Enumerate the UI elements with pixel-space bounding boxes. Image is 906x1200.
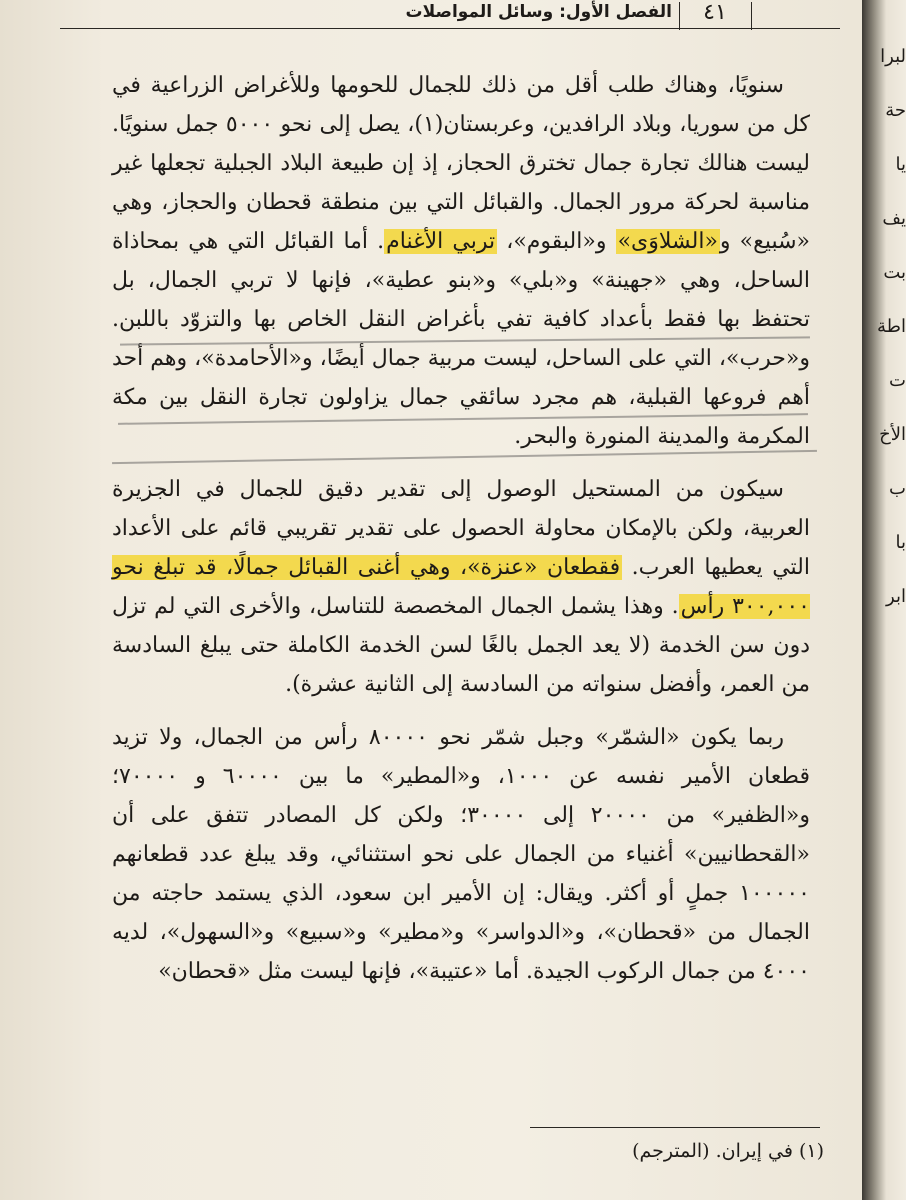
margin-glyph: ت xyxy=(889,370,906,391)
running-head: الفصل الأول: وسائل المواصلات xyxy=(405,2,672,22)
highlighted-text: «الشلاوَى» xyxy=(617,229,718,254)
text-run: سيكون من المستحيل الوصول إلى تقدير دقيق للجمال في الجزيرة العربية، ولكن بالإمكان محاولة الحصول على تقدير تقريبي قائم على الأعداد التي يعطيها العرب. xyxy=(112,477,810,580)
highlighted-text: تربي الأغنام xyxy=(386,229,496,254)
paragraph xyxy=(112,66,810,456)
footnote: (١) في إيران. (المترجم) xyxy=(632,1140,824,1162)
adjacent-page-edge-text xyxy=(872,30,906,624)
paragraph xyxy=(112,718,810,991)
margin-glyph: يا xyxy=(895,154,906,175)
body-text xyxy=(112,66,810,991)
text-run: ربما يكون «الشمّر» وجبل شمّر نحو ٨٠٠٠٠ رأس من الجمال، ولا تزيد قطعان الأمير نفسه عن ١٠٠٠، و«المطير» ما بين ٦٠٠٠٠ و ٧٠٠٠٠؛ و«الظفير» من ٢٠٠٠٠ إلى ٣٠٠٠٠؛ ولكن كل المصادر تتفق على أن «القحطانيين» أغنياء من الجمال على نحو استثنائي، وقد يبلغ عدد قطعانهم ١٠٠٠٠٠ جملٍ أو أكثر. ويقال: إن الأمير ابن سعود، الذي يستمد حاجته من الجمال من «قحطان»، و«الدواسر» و«مطير» و«سبيع» و«السهول»، لديه ٤٠٠٠ من جمال الركوب الجيدة. أما «عتيبة»، فإنها ليست مثل «قحطان» xyxy=(112,725,810,984)
margin-glyph: لبرا xyxy=(880,46,906,67)
text-run: سنويًا، وهناك طلب أقل من ذلك للجمال للحومها وللأغراض الزراعية في كل من سوريا، وبلاد الرافدين، وعربستان(١)، يصل إلى نحو ٥٠٠٠ جمل سنويًا. ليست هنالك تجارة جمال تخترق الحجاز، إذ إن طبيعة البلاد الجبلية تجعلها غير مناسبة لحركة مرور الجمال. والقبائل التي بين منطقة قحطان والحجاز، وهي «سُبيع» و xyxy=(112,73,811,254)
header-divider xyxy=(751,2,752,30)
text-run: . وهذا يشمل الجمال المخصصة للتناسل، والأخرى التي لم تزل دون سن الخدمة (لا يعد الجمل بالغًا لسن الخدمة الكاملة حتى يبلغ السادسة من العمر، وأفضل سنواته من السادسة إلى الثانية عشرة). xyxy=(112,594,810,697)
text-run: و«البقوم»، xyxy=(497,229,616,254)
margin-glyph: بت xyxy=(883,262,906,283)
margin-glyph: اطة xyxy=(877,316,906,337)
highlighted-text: فقطعان «عنزة»، وهي أغنى القبائل جمالًا، قد تبلغ نحو ٣٠٠,٠٠٠ رأس xyxy=(112,555,810,619)
paragraph xyxy=(112,470,810,704)
footnote-rule xyxy=(530,1127,820,1128)
text-run: . أما القبائل التي هي بمحاذاة الساحل، وهي «جهينة» و«بلي» و«بنو عطية»، فإنها لا تربي الجمال، بل تحتفظ بها فقط بأعداد كافية تفي بأغراض النقل الخاص بها والتزوّد باللبن. و«حرب»، التي على الساحل، ليست مربية جمال أيضًا، و«الأحامدة»، وهم أحد أهم فروعها القبلية، هم مجرد سائقي جمال يزاولون تجارة النقل بين مكة المكرمة والمدينة المنورة والبحر. xyxy=(112,229,810,449)
header-divider xyxy=(679,2,680,30)
margin-glyph: ابر xyxy=(886,586,906,607)
page-header xyxy=(60,0,840,30)
margin-glyph: يف xyxy=(882,208,906,229)
page-number: ٤١ xyxy=(703,0,727,25)
header-rule xyxy=(60,28,840,29)
margin-glyph: ب xyxy=(889,478,906,499)
margin-glyph: با xyxy=(895,532,906,553)
margin-glyph: حة xyxy=(885,100,906,121)
margin-glyph: الأخ xyxy=(879,424,906,445)
